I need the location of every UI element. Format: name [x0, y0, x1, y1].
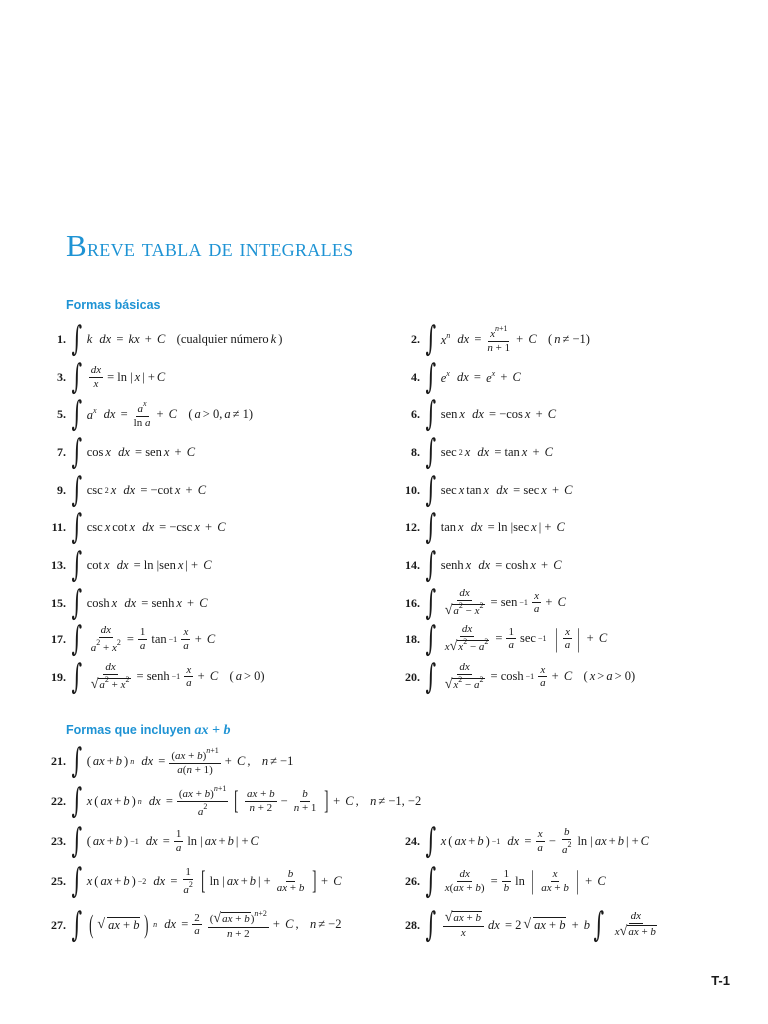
- formula-6: 6. ∫ sen x dx = −cos x + C: [411, 394, 557, 434]
- page-number: T-1: [711, 973, 730, 988]
- formula-25: 25. ∫ x ( ax + b ) −2 dx = $\frac{1}{a^2}$ [ ln | ax + b | + $\frac{b}{ax + b}$ ] + C: [51, 861, 342, 901]
- formula-17: 17. ∫ $\frac{dx}{a^2 + x^2}$ = $\frac{1}{a}$ tan −1 $\frac{x}{a}$ + C: [51, 619, 216, 659]
- formula-15: 15. ∫ cosh x dx = senh x + C: [51, 583, 208, 623]
- formula-8: 8. ∫ sec 2 x dx = tan x + C: [411, 432, 553, 472]
- formula-16: 16. ∫ $\frac{dx}{√a^2 - x^2}$ = sen −1 $\frac{x}{a}$ + C: [405, 583, 566, 623]
- formula-24: 24. ∫ x ( ax + b ) −1 dx = $\frac{x}{a}$ − $\frac{b}{a^2}$ ln | ax + b | + C: [405, 821, 649, 861]
- formula-3: 3. ∫ $\frac{dx}{x}$ = ln | x | + C: [57, 357, 166, 397]
- formula-14: 14. ∫ senh x dx = cosh x + C: [405, 545, 562, 585]
- section-heading-axb: Formas que incluyen ax + b: [66, 723, 231, 738]
- formula-9: 9. ∫ csc 2 x dx = −cot x + C: [57, 470, 207, 510]
- page-title: Breve tabla de integrales: [66, 228, 354, 263]
- formula-19: 19. ∫ $\frac{dx}{√a^2 + x^2}$ = senh −1 $\frac{x}{a}$ + C ( a > 0): [51, 657, 265, 697]
- formula-13: 13. ∫ cot x dx = ln |sen x | + C: [51, 545, 212, 585]
- formula-7: 7. ∫ cos x dx = sen x + C: [57, 432, 196, 472]
- formula-2: 2. ∫ $x^n$ dx = $\frac{x^{n+1}}{n + 1}$ + C ( n ≠ −1): [411, 319, 590, 359]
- section-heading-basic: Formas básicas: [66, 298, 161, 312]
- formula-4: 4. ∫ $e^x$ dx = $e^x$ + C: [411, 357, 521, 397]
- formula-23: 23. ∫ ( ax + b ) −1 dx = $\frac{1}{a}$ ln | ax + b | + C: [51, 821, 259, 861]
- formula-21: 21. ∫ ( ax + b ) n dx = $\frac{(ax + b)^{n+1}}{a(n + 1)}$ + C , n ≠ −1: [51, 741, 294, 781]
- formula-12: 12. ∫ tan x dx = ln |sec x | + C: [405, 507, 565, 547]
- formula-18: 18. ∫ $\frac{dx}{x√x^2 - a^2}$ = $\frac{1}{a}$ sec −1 | $\frac{x}{a}$ | + C: [405, 619, 608, 659]
- formula-20: 20. ∫ $\frac{dx}{√x^2 - a^2}$ = cosh −1 $\frac{x}{a}$ + C ( x > a > 0): [405, 657, 636, 697]
- formula-28: 28. ∫ $\frac{√ax + b}{x}$ dx = 2 √ ax + b + b ∫ $\frac{dx}{x√ax + b}$: [405, 905, 656, 945]
- formula-22: 22. ∫ x ( ax + b ) n dx = $\frac{(ax + b)^{n+1}}{a^2}$ [ $\frac{ax + b}{n + 2}$ − $\frac{b}{n + 1}$ ] + C , n ≠ −1, −2: [51, 781, 422, 822]
- formula-26: 26. ∫ $\frac{dx}{x(ax + b)}$ = $\frac{1}{b}$ ln | $\frac{x}{ax + b}$ | + C: [405, 861, 606, 901]
- formula-5: 5. ∫ $a^x$ dx = $\frac{a^x}{\text{ln a}}$ + C ( a > 0, a ≠ 1): [57, 394, 254, 434]
- formula-10: 10. ∫ sec x tan x dx = sec x + C: [405, 470, 573, 510]
- formula-1: 1. ∫ k dx = kx + C (cualquier número k ): [57, 319, 283, 359]
- formula-11: 11. ∫ csc x cot x dx = −csc x + C: [51, 507, 226, 547]
- formula-27: 27. ∫ ( √ ax + b ) n dx = $\frac{2}{a}$ $\frac{(√ax + b)^{n+2}}{n + 2}$ + C , n ≠ −2: [51, 905, 342, 945]
